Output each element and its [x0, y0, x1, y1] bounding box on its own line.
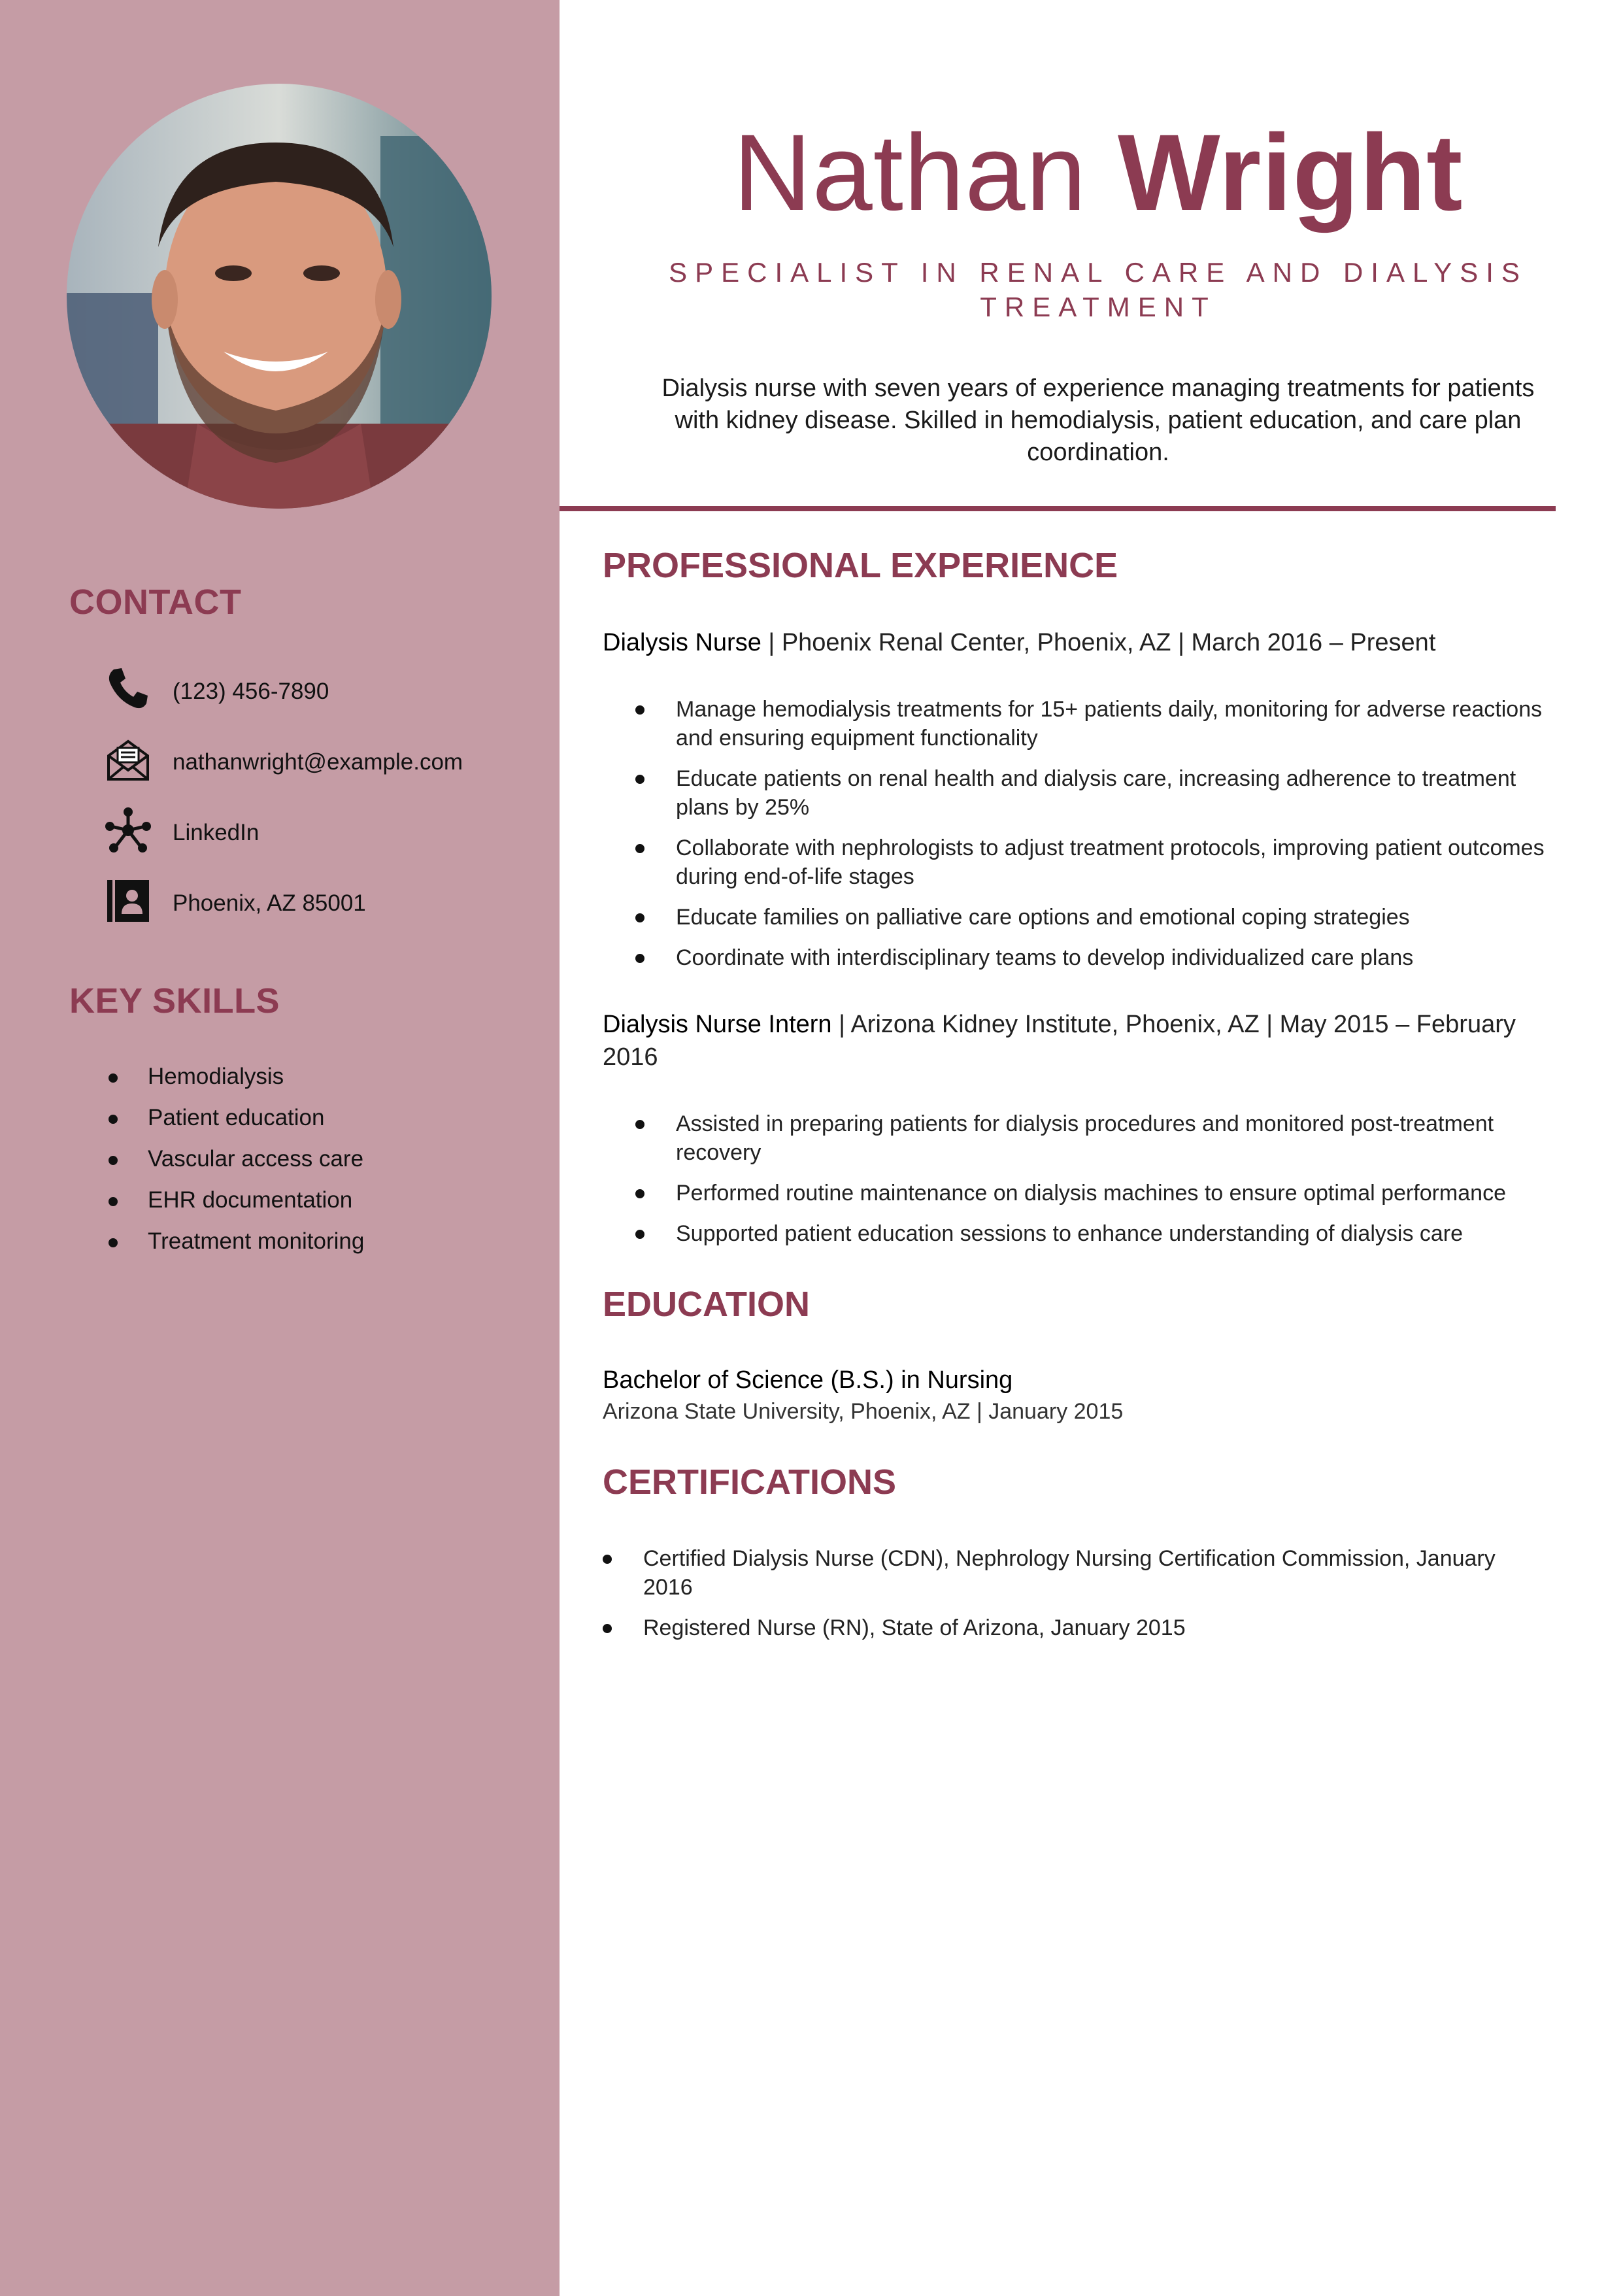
last-name: Wright	[1117, 112, 1464, 233]
degree-title: Bachelor of Science (B.S.) in Nursing	[603, 1366, 1013, 1394]
job-bullet: Educate patients on renal health and dialysis care, increasing adherence to treatment plans by 25%	[635, 764, 1564, 822]
location-text: Phoenix, AZ 85001	[173, 890, 366, 916]
network-icon	[105, 807, 152, 854]
job-bullet: Performed routine maintenance on dialysis machines to ensure optimal performance	[635, 1179, 1564, 1207]
contact-linkedin[interactable]	[105, 807, 523, 859]
portrait-photo-icon	[67, 84, 492, 509]
contact-location[interactable]	[105, 877, 523, 930]
mail-icon	[105, 736, 152, 783]
school-details: Arizona State University, Phoenix, AZ | January 2015	[603, 1399, 1124, 1424]
header-divider	[560, 506, 1556, 511]
job-header	[603, 626, 1550, 659]
first-name: Nathan	[733, 112, 1087, 233]
address-book-icon	[105, 877, 152, 924]
email-text: nathanwright@example.com	[173, 749, 463, 775]
sidebar: CONTACT (123) 456-7890 nathanwright@example.com LinkedIn Phoenix, AZ 85001 KEY SKILLS Hemodialysis Patient education Vascular access care EHR documentation Treatment monitoring	[0, 0, 560, 2296]
candidate-name	[562, 111, 1623, 235]
job-title: Dialysis Nurse Intern	[603, 1011, 832, 1038]
certifications-heading: CERTIFICATIONS	[603, 1462, 896, 1502]
job-bullet: Manage hemodialysis treatments for 15+ patients daily, monitoring for adverse reactions and ensuring equipment functionality	[635, 695, 1564, 752]
job-bullet: Assisted in preparing patients for dialysis procedures and monitored post-treatment recovery	[635, 1109, 1564, 1167]
contact-phone[interactable]	[105, 666, 523, 718]
phone-icon	[105, 666, 152, 713]
job-bullets	[635, 695, 1564, 984]
experience-heading: PROFESSIONAL EXPERIENCE	[603, 546, 1118, 585]
job-header	[603, 1008, 1550, 1073]
profile-summary: Dialysis nurse with seven years of experience managing treatments for patients with kidney disease. Skilled in hemodialysis, patient education, and care plan coordination.	[661, 375, 1535, 466]
profile-photo	[67, 84, 492, 509]
certification-item: Registered Nurse (RN), State of Arizona, January 2015	[603, 1613, 1544, 1642]
job-bullet: Collaborate with nephrologists to adjust treatment protocols, improving patient outcomes during end-of-life stages	[635, 834, 1564, 891]
job-bullets	[635, 1109, 1564, 1260]
contact-email[interactable]	[105, 736, 523, 788]
job-title: Dialysis Nurse	[603, 629, 761, 656]
phone-text: (123) 456-7890	[173, 679, 329, 704]
job-bullet: Educate families on palliative care options and emotional coping strategies	[635, 903, 1564, 932]
contact-heading: CONTACT	[69, 582, 242, 622]
job-bullet: Coordinate with interdisciplinary teams to develop individualized care plans	[635, 943, 1564, 972]
certification-list	[603, 1544, 1544, 1654]
professional-title: SPECIALIST IN RENAL CARE AND DIALYSIS TREATMENT	[669, 257, 1528, 322]
job-bullet: Supported patient education sessions to enhance understanding of dialysis care	[635, 1219, 1564, 1248]
job-details: | Phoenix Renal Center, Phoenix, AZ | March 2016 – Present	[761, 629, 1436, 656]
linkedin-text: LinkedIn	[173, 820, 259, 845]
key-skills-heading: KEY SKILLS	[69, 981, 280, 1021]
education-heading: EDUCATION	[603, 1285, 810, 1324]
certification-item: Certified Dialysis Nurse (CDN), Nephrology Nursing Certification Commission, January 2016	[603, 1544, 1544, 1602]
job-details: | Arizona Kidney Institute, Phoenix, AZ | May 2015 – February 2016	[603, 1011, 1516, 1071]
